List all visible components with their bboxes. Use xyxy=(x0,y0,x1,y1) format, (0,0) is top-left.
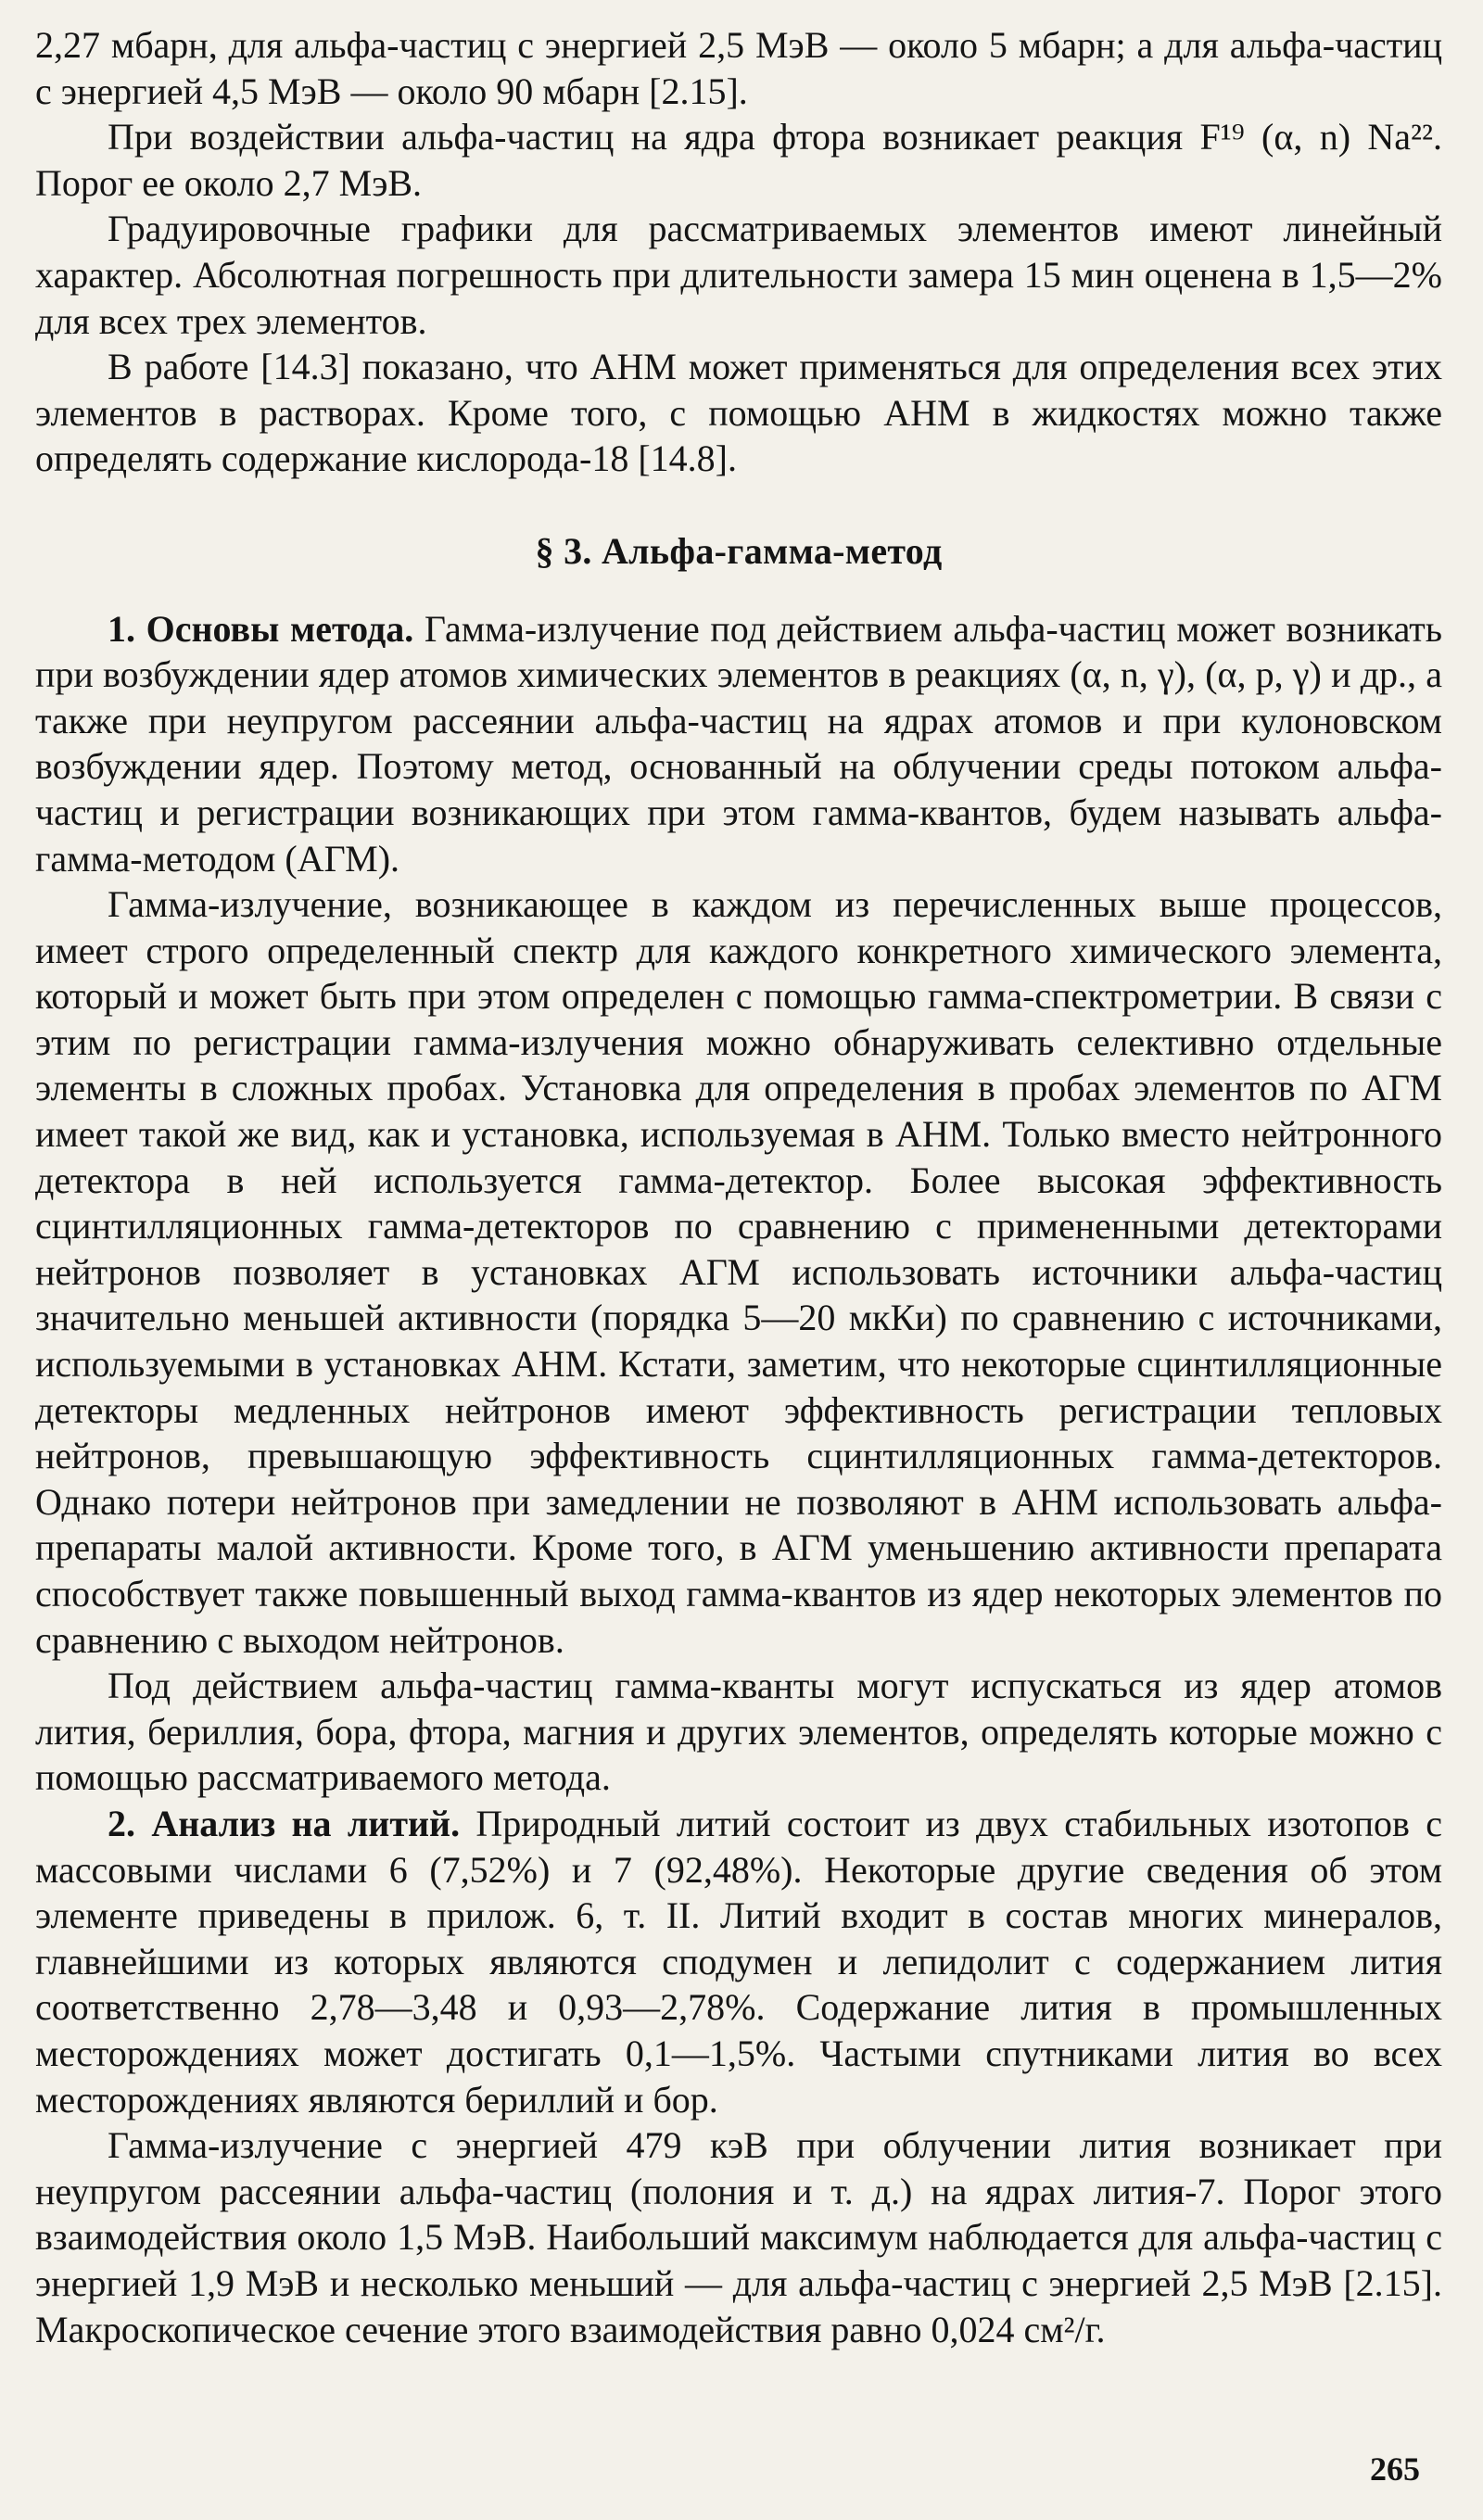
paragraph-calibration: Градуировочные графики для рассматриваемых элементов имеют линейный характер. Абсолютная погрешность при длительности замера 15 мин оценена в 1,5—2% для всех трех элементов. xyxy=(35,208,1442,342)
paragraph-solutions: В работе [14.3] показано, что АНМ может применяться для определения всех этих элементов в растворах. Кроме того, с помощью АНМ в жидкостях можно также определять содержание кислорода-18 [14.8]. xyxy=(35,346,1442,480)
paragraph-method-basics xyxy=(35,606,1442,882)
paragraph-method-basics-text: Гамма-излучение под действием альфа-частиц может возникать при возбуждении ядер атомов химических элементов в реакциях (α, n, γ), (α, p, γ) и др., а также при неупругом рассеянии альфа-частиц на ядрах атомов и при кулоновском возбуждении ядер. Поэтому метод, основанный на облучении среды потоком альфа-частиц и регистрации возникающих при этом гамма-квантов, будем называть альфа-гамма-методом (АГМ). xyxy=(35,607,1443,880)
subsection-heading-basics: 1. Основы метода. xyxy=(108,607,414,650)
paragraph-continuation: 2,27 мбарн, для альфа-частиц с энергией 2,5 МэВ — около 5 мбарн; а для альфа-частиц с энергией 4,5 МэВ — около 90 мбарн [2.15]. xyxy=(35,24,1442,112)
paragraph-lithium-analysis-text: Природный литий состоит из двух стабильных изотопов с массовыми числами 6 (7,52%) и 7 (92,48%). Некоторые другие сведения об этом элементе приведены в прилож. 6, т. II. Литий входит в состав многих минералов, главнейшими из которых являются сподумен и лепидолит с содержанием лития соответственно 2,78—3,48 и 0,93—2,78%. Содержание лития в промышленных месторождениях может достигать 0,1—1,5%. Частыми спутниками лития во всех месторождениях являются бериллий и бор. xyxy=(35,1802,1442,2121)
page-number: 265 xyxy=(1370,2450,1420,2488)
paragraph-fluorine-reaction: При воздействии альфа-частиц на ядра фтора возникает реакция F¹⁹ (α, n) Na²². Порог ее около 2,7 МэВ. xyxy=(35,116,1442,204)
book-page xyxy=(35,22,1442,2497)
paragraph-lithium-gamma: Гамма-излучение с энергией 479 кэВ при облучении лития возникает при неупругом рассеянии альфа-частиц (полония и т. д.) на ядрах лития-7. Порог этого взаимодействия около 1,5 МэВ. Наибольший максимум наблюдается для альфа-частиц с энергией 1,9 МэВ и несколько меньший — для альфа-частиц с энергией 2,5 МэВ [2.15]. Макроскопическое сечение этого взаимодействия равно 0,024 см²/г. xyxy=(35,2124,1442,2350)
subsection-heading-lithium: 2. Анализ на литий. xyxy=(108,1802,461,1844)
paragraph-gamma-spectrum: Гамма-излучение, возникающее в каждом из перечисленных выше процессов, имеет строго определенный спектр для каждого конкретного химического элемента, который и может быть при этом определен с помощью гамма-спектрометрии. В связи с этим по регистрации гамма-излучения можно обнаруживать селективно отдельные элементы в сложных пробах. Установка для определения в пробах элементов по АГМ имеет такой же вид, как и установка, используемая в АНМ. Только вместо нейтронного детектора в ней используется гамма-детектор. Более высокая эффективность сцинтилляционных гамма-детекторов по сравнению с примененными детекторами нейтронов позволяет в установках АГМ использовать источники альфа-частиц значительно меньшей активности (порядка 5—20 мкКи) по сравнению с источниками, используемыми в установках АНМ. Кстати, заметим, что некоторые сцинтилляционные детекторы медленных нейтронов имеют эффективность регистрации тепловых нейтронов, превышающую эффективность сцинтилляционных гамма-детекторов. Однако потери нейтронов при замедлении не позволяют в АНМ использовать альфа-препараты малой активности. Кроме того, в АГМ уменьшению активности препарата способствует также повышенный выход гамма-квантов из ядер некоторых элементов по сравнению с выходом нейтронов. xyxy=(35,883,1442,1661)
paragraph-lithium-analysis xyxy=(35,1801,1442,2122)
section-title: § 3. Альфа-гамма-метод xyxy=(535,529,943,572)
paragraph-elements-list: Под действием альфа-частиц гамма-кванты могут испускаться из ядер атомов лития, бериллия, бора, фтора, магния и других элементов, определять которые можно с помощью рассматриваемого метода. xyxy=(35,1665,1442,1799)
